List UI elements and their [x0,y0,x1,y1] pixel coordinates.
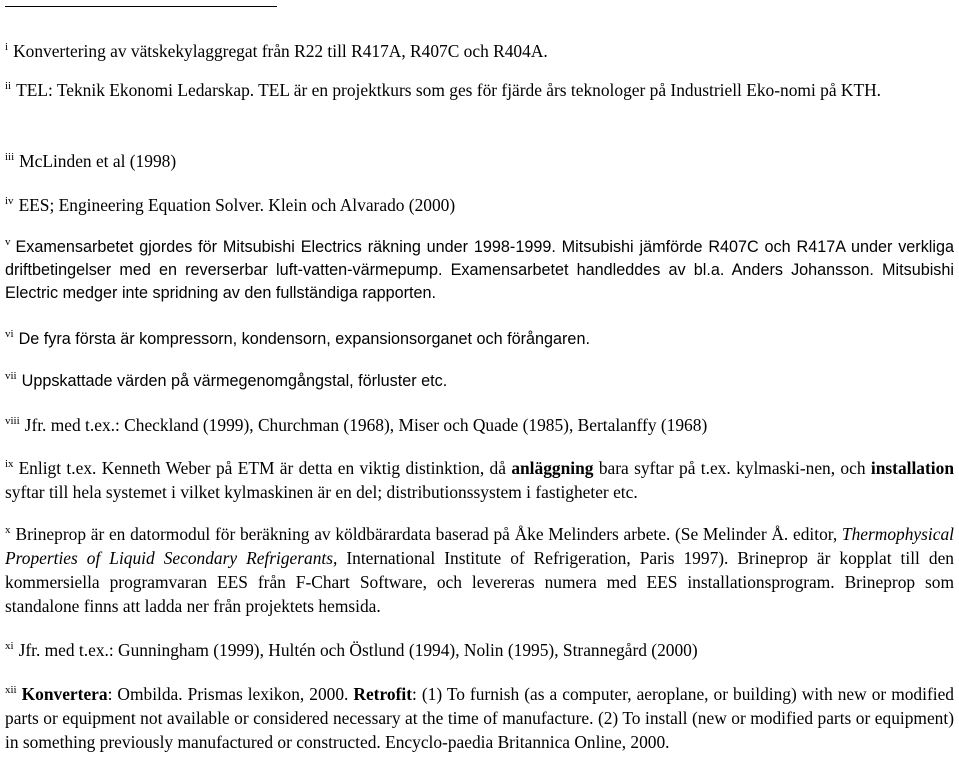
footnote-marker: ii [5,80,12,92]
footnote-text: , International Institute of Refrigeration, Paris 1997). Brineprop är kopplat till den kommersiella programvaran EES från F-Chart Software, och levereras numera med EES installationsprogram. Brineprop som standalone finns att ladda ner från projektets hemsida. [5,548,954,616]
footnote-bold-term: installation [870,458,954,478]
footnote-x [5,522,954,618]
footnote-bold-term: Retrofit [353,684,412,704]
footnote-iv [5,193,954,217]
footnote-marker: v [5,236,11,248]
footnote-text: syftar till hela systemet i vilket kylmaskinen är en del; distributionssystem i fastigheter etc. [5,482,638,502]
footnote-marker: xi [5,640,14,652]
footnote-ii [5,78,954,102]
footnote-text: : Ombilda. Prismas lexikon, 2000. [107,684,354,704]
footnote-marker: x [5,524,11,536]
footnote-bold-term: anläggning [511,458,594,478]
footnote-bold-term: Konvertera [21,684,108,704]
footnote-vi [5,328,954,351]
footnote-xi [5,638,954,662]
footnote-marker: iv [5,195,14,207]
footnote-xii [5,682,954,754]
footnote-book-title: Thermophysical Properties of Liquid Secondary Refrigerants [5,524,954,568]
footnote-text: Enligt t.ex. Kenneth Weber på ETM är detta en viktig distinktion, då [18,458,512,478]
footnote-text: Jfr. med t.ex.: Gunningham (1999), Hultén och Östlund (1994), Nolin (1995), Strannegård (2000) [18,640,698,660]
footnote-text: Jfr. med t.ex.: Checkland (1999), Churchman (1968), Miser och Quade (1985), Bertalanffy (1968) [24,415,708,435]
footnote-v [5,236,954,305]
footnote-iii [5,149,954,173]
footnote-marker: ix [5,458,14,470]
footnote-marker: vi [5,328,14,340]
footnote-text: Uppskattade värden på värmegenomgångstal, förluster etc. [21,372,448,390]
footnote-text: : (1) To furnish (as a computer, aeroplane, or building) with new or modified parts or equipment not available or considered necessary at the time of manufacture. (2) To install (new or modified parts or equipment) in something previously manufactured or constructed. Encyclo-paedia Britannica Online, 2000. [5,684,954,752]
footnote-text: De fyra första är kompressorn, kondensorn, expansionsorganet och förångaren. [18,330,590,348]
footnote-text: EES; Engineering Equation Solver. Klein och Alvarado (2000) [18,195,456,215]
footnote-text: Konvertering av vätskekylaggregat från R22 till R417A, R407C och R404A. [13,41,548,61]
footnote-separator [5,6,277,7]
footnote-i [5,39,954,63]
footnote-marker: iii [5,151,15,163]
footnote-text: TEL: Teknik Ekonomi Ledarskap. TEL är en projektkurs som ges för fjärde års teknologer på Industriell Eko-nomi på KTH. [16,80,881,100]
footnote-marker: i [5,41,9,53]
footnote-marker: xii [5,684,17,696]
footnote-vii [5,370,954,393]
footnote-viii [5,413,954,437]
footnote-text: Examensarbetet gjordes för Mitsubishi Electrics räkning under 1998-1999. Mitsubishi jämförde R407C och R417A under verkliga driftbetingelser med en reverserbar luft-vatten-värmepump. Examensarbetet handleddes av bl.a. Anders Johansson. Mitsubishi Electric medger inte spridning av den fullständiga rapporten. [5,238,954,302]
footnote-text: Brineprop är en datormodul för beräkning av köldbärardata baserad på Åke Melinders arbete. (Se Melinder Å. editor, [15,524,842,544]
footnote-text: bara syftar på t.ex. kylmaski-nen, och [593,458,871,478]
footnote-marker: viii [5,415,20,427]
footnote-ix [5,456,954,504]
footnote-text: McLinden et al (1998) [19,151,177,171]
footnote-marker: vii [5,370,17,382]
